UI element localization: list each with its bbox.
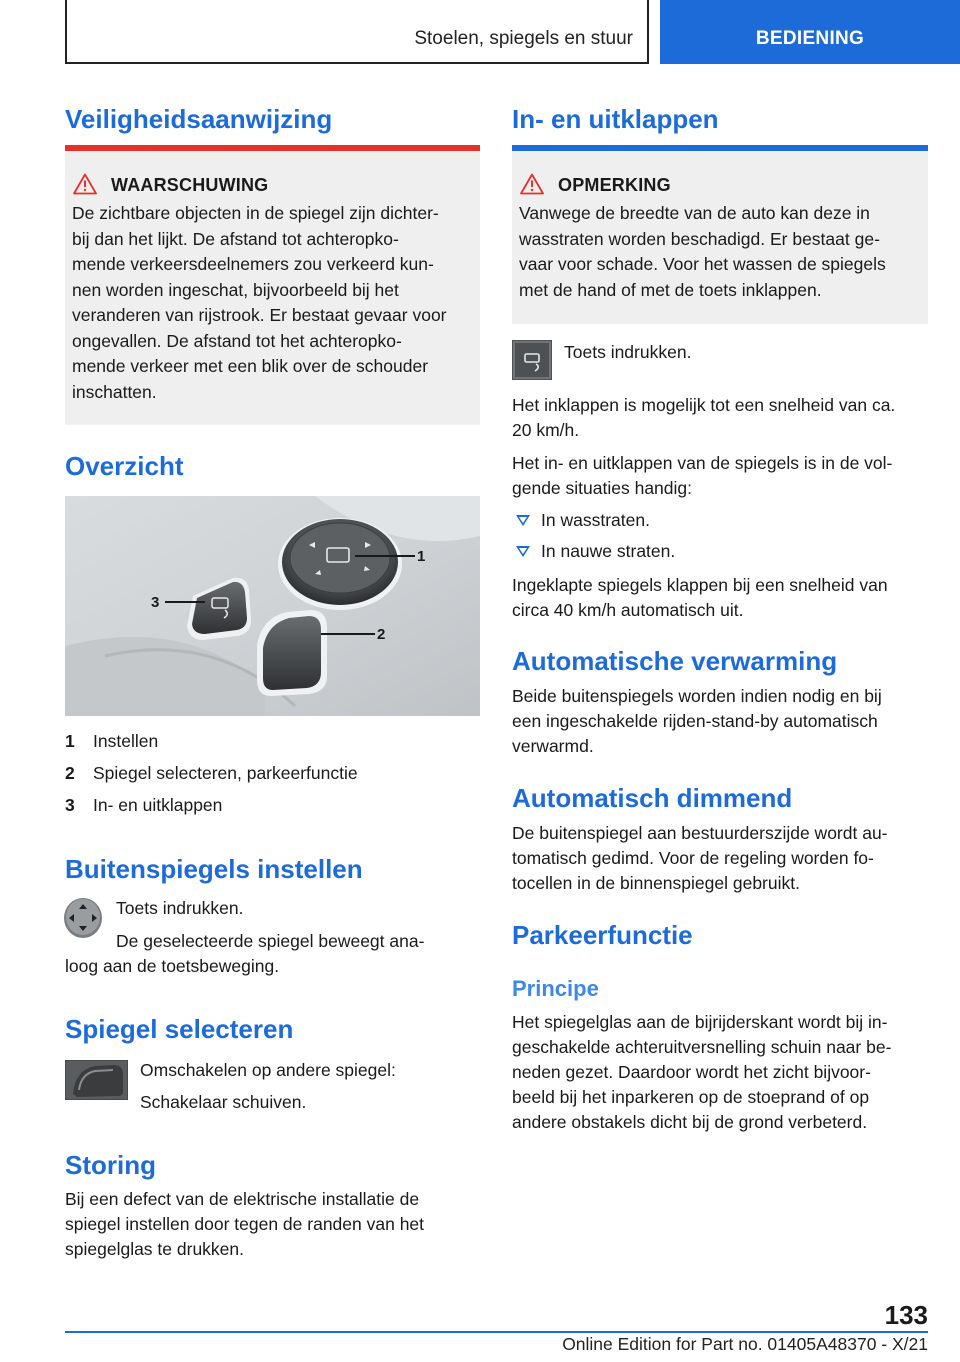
fold-useful-text [512, 451, 932, 501]
select-text-line: Omschakelen op andere spiegel: [140, 1060, 396, 1080]
overview-heading: Overzicht [65, 451, 184, 481]
fold-heading: In- en uitklappen [512, 104, 719, 134]
legend-number: 3 [65, 795, 75, 815]
text-line: andere obstakels dicht bij de grond verbeterd. [512, 1112, 868, 1132]
fault-line: Bij een defect van de elektrische installatie de [65, 1189, 420, 1209]
legend-number: 1 [65, 731, 75, 751]
select-text-line: Schakelaar schuiven. [140, 1092, 307, 1112]
mirror-select-switch-icon [65, 1060, 128, 1100]
warning-triangle-icon [73, 173, 97, 195]
fold-speed-text [512, 393, 932, 443]
safety-heading: Veiligheidsaanwijzing [65, 104, 333, 134]
mirror-control-photo [65, 496, 480, 716]
dimming-text [512, 821, 928, 896]
callout-3: 3 [151, 594, 160, 611]
text-line: 20 km/h. [512, 420, 580, 440]
warning-line: ongevallen. De afstand tot het achteropko- [72, 330, 402, 351]
edition-text: Online Edition for Part no. 01405A48370 - X/21 [562, 1334, 928, 1354]
notice-box [512, 151, 928, 324]
page-header [0, 0, 960, 66]
text-line: Het in- en uitklappen van de spiegels is in de vol- [512, 453, 893, 473]
text-line: tomatisch gedimd. Voor de regeling worden fo- [512, 848, 874, 868]
warning-title: WAARSCHUWING [111, 175, 269, 195]
text-line: circa 40 km/h automatisch uit. [512, 600, 744, 620]
text-line: Beide buitenspiegels worden indien nodig en bij [512, 686, 882, 706]
legend-label: Spiegel selecteren, parkeerfunctie [93, 763, 358, 783]
heating-heading: Automatische verwarming [512, 646, 838, 676]
select-heading: Spiegel selecteren [65, 1014, 294, 1044]
notice-line: vaar voor schade. Voor het wassen de spiegels [519, 254, 886, 274]
legend-number: 2 [65, 763, 75, 783]
legend-label: Instellen [93, 731, 159, 751]
notice-title: OPMERKING [558, 175, 671, 195]
warning-line: inschatten. [72, 381, 157, 402]
principle-heading: Principe [512, 976, 599, 1001]
text-line: Het inklappen is mogelijk tot een snelheid van ca. [512, 395, 896, 415]
legend-label: In- en uitklappen [93, 795, 223, 815]
warning-line: mende verkeer met een blik over de schouder [72, 356, 429, 376]
section-header-box [65, 0, 649, 64]
notice-line: met de hand of met de toets inklappen. [519, 279, 822, 300]
text-line: een ingeschakelde rijden-stand-by automatisch [512, 711, 878, 731]
chapter-title: BEDIENING [755, 28, 865, 49]
text-line: verwarmd. [512, 736, 594, 756]
warning-line: De zichtbare objecten in de spiegel zijn dichter- [72, 203, 439, 223]
fault-line: spiegelglas te drukken. [65, 1239, 244, 1259]
bullet-triangle-icon [516, 515, 530, 526]
text-line: Het spiegelglas aan de bijrijderskant wordt bij in- [512, 1012, 888, 1032]
callout-2: 2 [377, 626, 386, 643]
principle-text [512, 1010, 928, 1135]
bullet-triangle-icon [516, 546, 530, 557]
adjust-press-text: Toets indrukken. [116, 898, 244, 918]
warning-body [72, 201, 474, 405]
fault-text [65, 1187, 480, 1262]
warning-line: mende verkeersdeelnemers zou verkeerd kun- [72, 254, 434, 274]
text-line: De buitenspiegel aan bestuurderszijde wordt au- [512, 823, 888, 843]
fault-heading: Storing [65, 1150, 156, 1180]
mirror-fold-button-icon [512, 340, 552, 380]
chapter-tab [660, 0, 960, 64]
adjust-text-line: De geselecteerde spiegel beweegt ana- [116, 931, 425, 951]
page-number: 133 [884, 1300, 928, 1330]
warning-box [65, 151, 480, 425]
callout-1: 1 [417, 548, 426, 565]
text-line: neden gezet. Daardoor wordt het zicht bijvoor- [512, 1062, 871, 1082]
folded-text [512, 573, 928, 623]
warning-line: bij dan het lijkt. De afstand tot achteropko- [72, 228, 399, 249]
notice-triangle-icon [520, 173, 544, 195]
text-line: gende situaties handig: [512, 478, 692, 498]
footer-rule [65, 1331, 928, 1333]
text-line: geschakelde achteruitversnelling schuin naar be- [512, 1037, 892, 1057]
text-line: Ingeklapte spiegels klappen bij een snelheid van [512, 575, 888, 595]
adjust-text-line: loog aan de toetsbeweging. [65, 956, 280, 976]
notice-body [519, 201, 922, 303]
warning-line: veranderen van rijstrook. Er bestaat gevaar voor [72, 305, 447, 325]
dimming-heading: Automatisch dimmend [512, 783, 793, 813]
notice-line: wasstraten worden beschadigd. Er bestaat ge- [519, 228, 880, 249]
adjust-heading: Buitenspiegels instellen [65, 854, 363, 884]
text-line: beeld bij het inparkeren op de stoeprand of op [512, 1087, 870, 1107]
text-line: tocellen in de binnenspiegel gebruikt. [512, 873, 800, 893]
notice-line: Vanwege de breedte van de auto kan deze in [519, 203, 870, 223]
mirror-adjust-button-icon [63, 896, 103, 940]
section-title: Stoelen, spiegels en stuur [414, 28, 633, 49]
parking-heading: Parkeerfunctie [512, 920, 693, 950]
warning-line: nen worden ingeschat, bijvoorbeeld bij het [72, 279, 399, 300]
fold-press-text: Toets indrukken. [564, 342, 692, 362]
heating-text [512, 684, 928, 759]
fault-line: spiegel instellen door tegen de randen van het [65, 1214, 425, 1234]
